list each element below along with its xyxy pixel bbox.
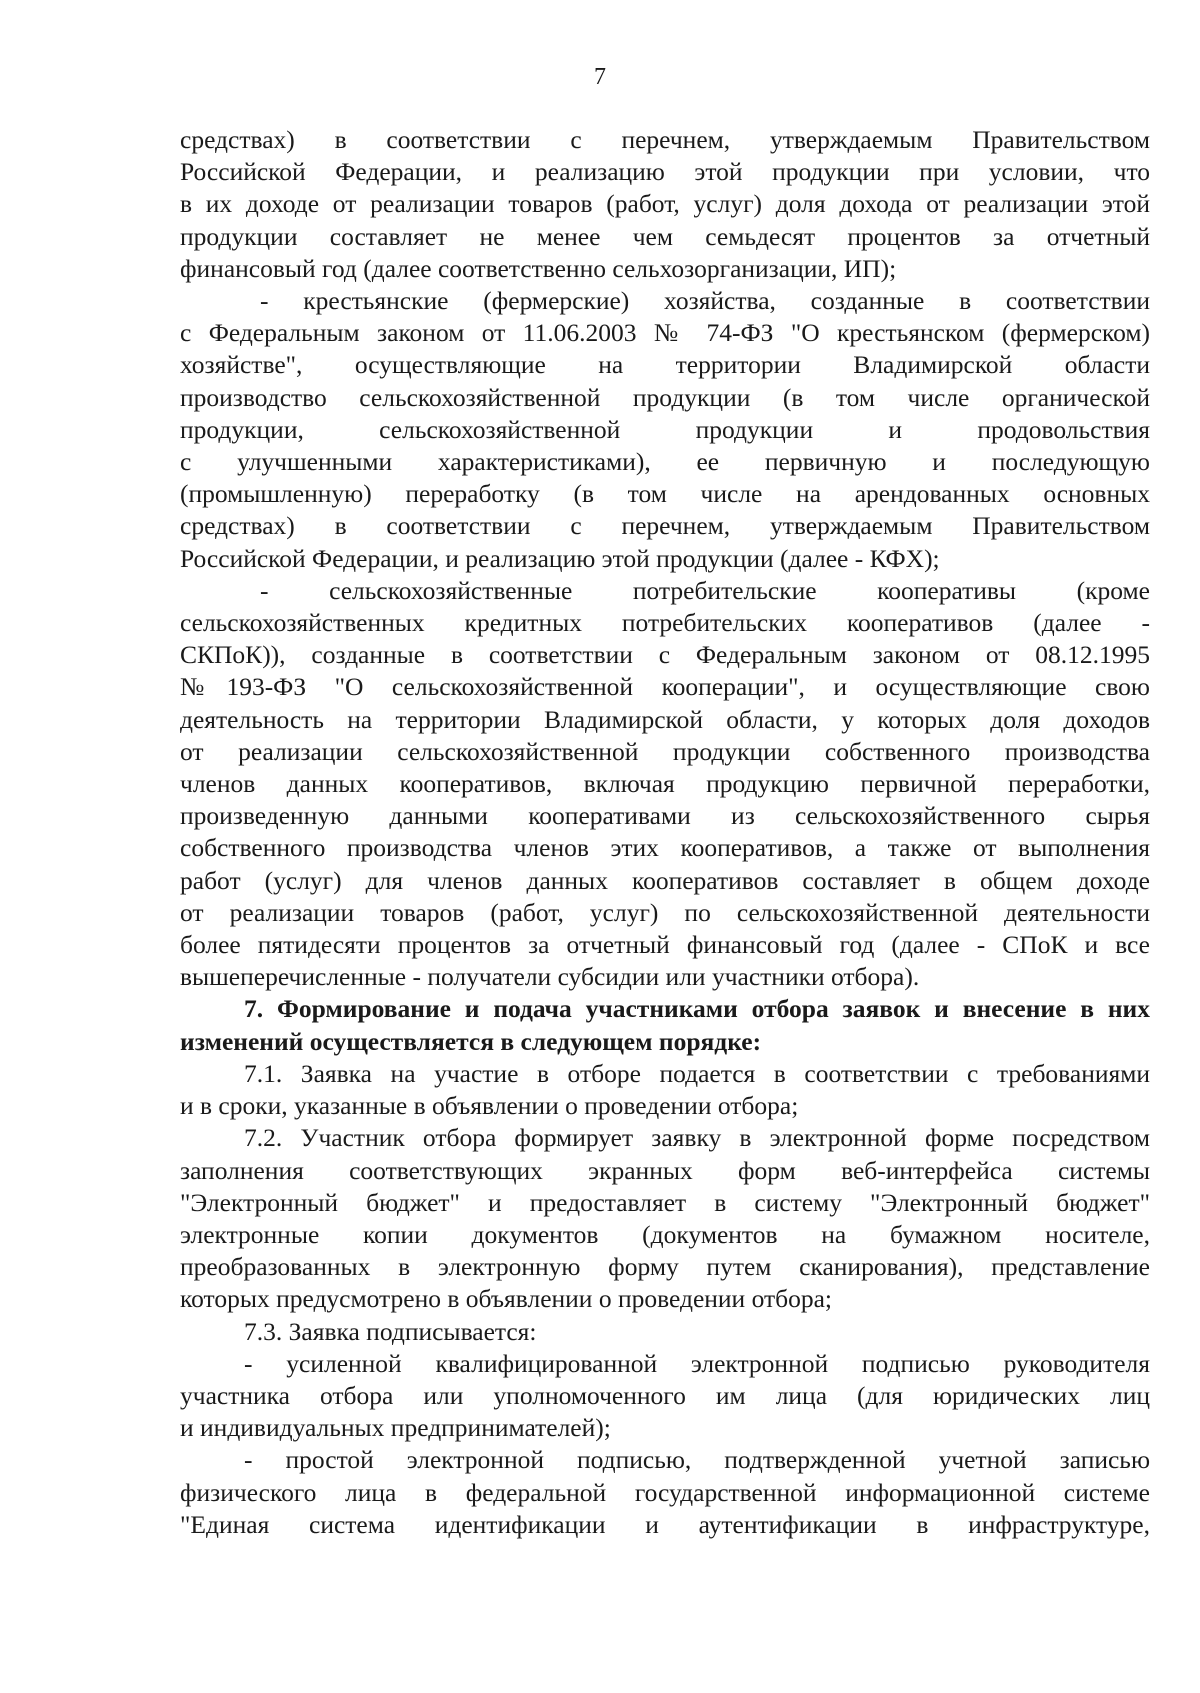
text-line: - сельскохозяйственные потребительские кооперативы (кроме — [260, 575, 1150, 605]
clause-7-2 — [180, 1122, 1150, 1315]
text-line: электронные копии документов (документов на бумажном носителе, — [180, 1219, 1150, 1249]
text-line: производство сельскохозяйственной продукции (в том числе органической — [180, 382, 1150, 412]
text-line: с улучшенными характеристиками), ее первичную и последующую — [180, 447, 1150, 477]
text-line: членов данных кооперативов, включая продукцию первичной переработки, — [180, 769, 1150, 799]
text-line: вышеперечисленные - получатели субсидии или участники отбора). — [180, 962, 920, 992]
text-line: деятельность на территории Владимирской области, у которых доля доходов — [180, 704, 1150, 734]
text-line: от реализации товаров (работ, услуг) по сельскохозяйственной деятельности — [180, 897, 1150, 927]
page-number: 7 — [594, 64, 606, 90]
list-item-qualified-signature — [180, 1348, 1150, 1445]
text-line: более пятидесяти процентов за отчетный финансовый год (далее - СПоК и все — [180, 930, 1150, 960]
text-line: продукции, сельскохозяйственной продукции и продовольствия — [180, 414, 1150, 444]
document-body — [180, 124, 1150, 1541]
text-line: произведенную данными кооперативами из сельскохозяйственного сырья — [180, 801, 1150, 831]
text-line: 7.1. Заявка на участие в отборе подается в соответствии с требованиями — [244, 1058, 1150, 1088]
text-line: Российской Федерации, и реализацию этой продукции при условии, что — [180, 157, 1150, 187]
text-line: - крестьянские (фермерские) хозяйства, созданные в соответствии — [260, 286, 1150, 316]
text-line: которых предусмотрено в объявлении о проведении отбора; — [180, 1284, 833, 1314]
text-line: и индивидуальных предпринимателей); — [180, 1413, 611, 1443]
text-line: "Единая система идентификации и аутентификации в инфраструктуре, — [180, 1509, 1150, 1539]
text-line: заполнения соответствующих экранных форм веб-интерфейса системы — [180, 1155, 1150, 1185]
paragraph-kfh — [180, 285, 1150, 575]
clause-7-1 — [180, 1058, 1150, 1122]
paragraph-spok — [180, 575, 1150, 994]
text-line: "Электронный бюджет" и предоставляет в систему "Электронный бюджет" — [180, 1187, 1150, 1217]
text-line: в их доходе от реализации товаров (работ, услуг) доля дохода от реализации этой — [180, 189, 1150, 219]
text-line: продукции составляет не менее чем семьдесят процентов за отчетный — [180, 221, 1150, 251]
text-line: с Федеральным законом от 11.06.2003 № 74-ФЗ "О крестьянском (фермерском) — [180, 318, 1150, 348]
text-line: хозяйстве", осуществляющие на территории Владимирской области — [180, 350, 1150, 380]
text-line: финансовый год (далее соответственно сельхозорганизации, ИП); — [180, 253, 897, 283]
text-line: - простой электронной подписью, подтвержденной учетной записью — [244, 1445, 1150, 1475]
text-line: Российской Федерации, и реализацию этой продукции (далее - КФХ); — [180, 543, 940, 573]
text-line: и в сроки, указанные в объявлении о проведении отбора; — [180, 1091, 799, 1121]
text-line: собственного производства членов этих кооперативов, а также от выполнения — [180, 833, 1150, 863]
paragraph-continuation — [180, 124, 1150, 285]
text-line: средствах) в соответствии с перечнем, утверждаемым Правительством — [180, 511, 1150, 541]
text-line: - усиленной квалифицированной электронной подписью руководителя — [244, 1348, 1150, 1378]
list-item-simple-signature — [180, 1444, 1150, 1541]
text-line: 7.2. Участник отбора формирует заявку в электронной форме посредством — [244, 1123, 1150, 1153]
text-line: участника отбора или уполномоченного им лица (для юридических лиц — [180, 1380, 1150, 1410]
text-line: 7.3. Заявка подписывается: — [244, 1316, 537, 1346]
text-line: работ (услуг) для членов данных кооперативов составляет в общем доходе — [180, 865, 1150, 895]
text-line: №193-ФЗ "О сельскохозяйственной кооперации", и осуществляющие свою — [180, 672, 1150, 702]
text-line: СКПоК)), созданные в соответствии с Федеральным законом от 08.12.1995 — [180, 640, 1150, 670]
text-line: от реализации сельскохозяйственной продукции собственного производства — [180, 736, 1150, 766]
text-line: изменений осуществляется в следующем порядке: — [180, 1026, 762, 1056]
text-line: 7. Формирование и подача участниками отбора заявок и внесение в них — [244, 994, 1150, 1024]
text-line: преобразованных в электронную форму путем сканирования), представление — [180, 1252, 1150, 1282]
text-line: (промышленную) переработку (в том числе на арендованных основных — [180, 479, 1150, 509]
clause-7-3 — [180, 1316, 1150, 1348]
section-heading-7 — [180, 993, 1150, 1057]
text-line: сельскохозяйственных кредитных потребительских кооперативов (далее - — [180, 608, 1150, 638]
text-line: физического лица в федеральной государственной информационной системе — [180, 1477, 1150, 1507]
text-line: средствах) в соответствии с перечнем, утверждаемым Правительством — [180, 125, 1150, 154]
